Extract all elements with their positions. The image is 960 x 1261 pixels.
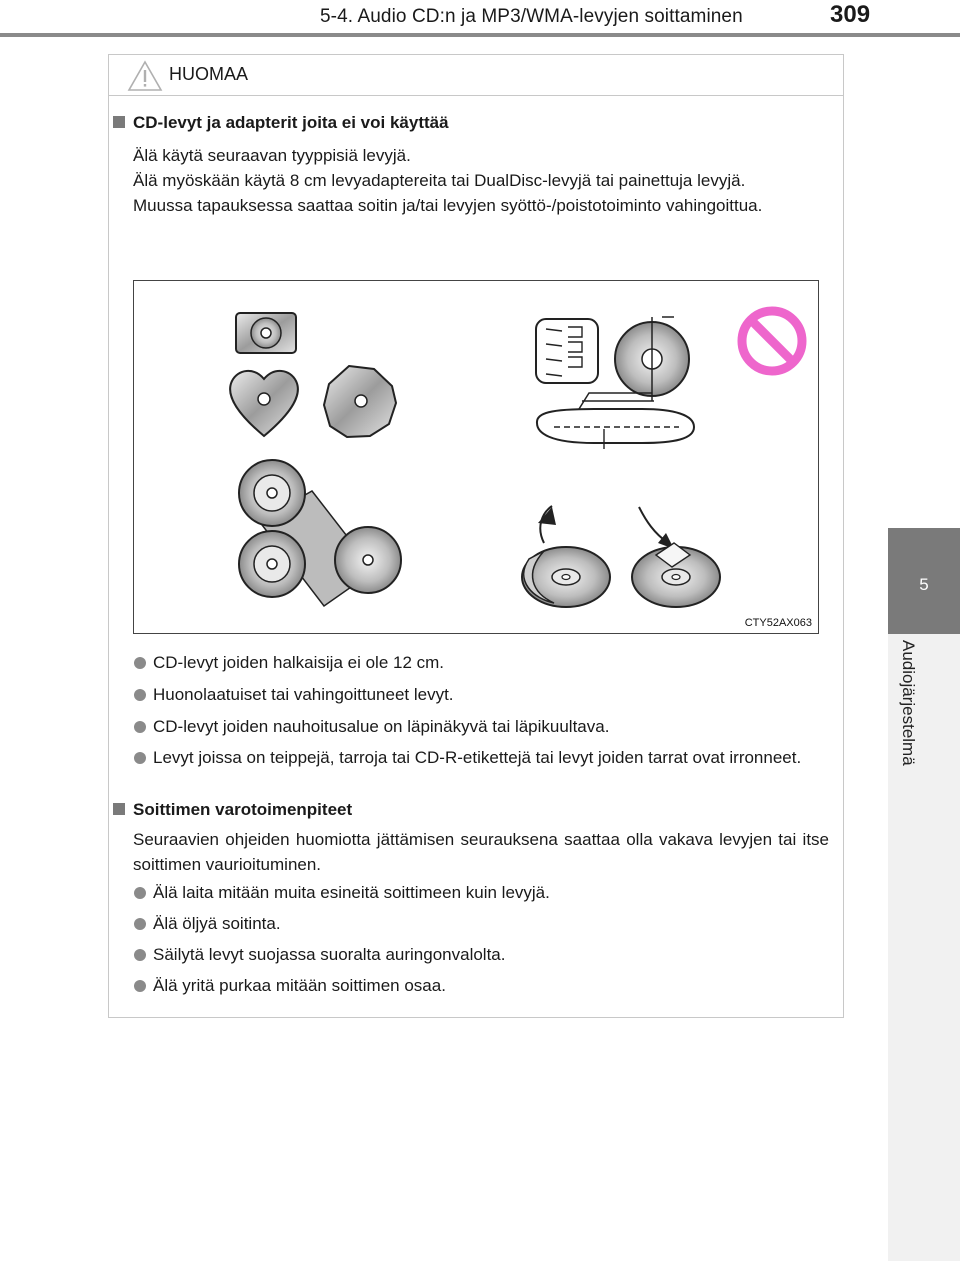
list-item: Säilytä levyt suojassa suoralta auringonvalolta. <box>133 942 829 967</box>
page-number: 309 <box>830 1 871 28</box>
square-disc-icon <box>236 313 296 353</box>
header-divider <box>0 33 960 37</box>
list-item: Huonolaatuiset tai vahingoittuneet levyt. <box>133 682 829 707</box>
bullet-dot-icon <box>134 721 146 733</box>
section-heading-unusable-discs <box>113 113 449 133</box>
list-item: CD-levyt joiden nauhoitusalue on läpinäkyvä tai läpikuultava. <box>133 714 829 739</box>
list-item: Älä laita mitään muita esineitä soittimeen kuin levyjä. <box>133 880 829 905</box>
unusable-discs-illustration <box>133 280 819 634</box>
bullet-dot-icon <box>134 918 146 930</box>
list-item: Levyt joissa on teippejä, tarroja tai CD-R-etikettejä tai levyt joiden tarrat ovat irronneet. <box>133 745 829 770</box>
chapter-tab[interactable] <box>888 528 960 634</box>
list-item: Älä yritä purkaa mitään soittimen osaa. <box>133 973 829 998</box>
taped-disc-icon <box>632 507 720 607</box>
section-heading-text: Soittimen varotoimenpiteet <box>133 800 353 819</box>
transparent-disc-icon <box>536 317 694 449</box>
figure-code: CTY52AX063 <box>744 617 812 629</box>
notice-divider <box>109 95 843 96</box>
heart-disc-icon <box>230 371 298 436</box>
notice-box <box>108 54 844 1018</box>
prohibition-icon <box>742 311 802 371</box>
section-title: 5-4. Audio CD:n ja MP3/WMA-levyjen soittaminen <box>320 6 743 27</box>
paragraph: Seuraavien ohjeiden huomiotta jättämisen seurauksena saattaa olla vakava levyjen tai itse soittimen vaurioituminen. <box>133 830 829 874</box>
bullet-dot-icon <box>134 657 146 669</box>
warning-triangle-icon <box>127 59 163 93</box>
adapter-disc-icon <box>239 460 401 606</box>
notice-title: HUOMAA <box>169 64 249 84</box>
paragraph: Älä käytä seuraavan tyyppisiä levyjä. <box>133 146 411 165</box>
paragraph: Muussa tapauksessa saattaa soitin ja/tai levyjen syöttö-/poistotoiminto vahingoittua. <box>133 196 763 215</box>
paragraph: Älä myöskään käytä 8 cm levyadaptereita tai DualDisc-levyjä tai painettuja levyjä. <box>133 171 746 190</box>
square-bullet-icon <box>113 803 125 815</box>
section-text <box>133 143 829 218</box>
list-item: Älä öljyä soitinta. <box>133 911 829 936</box>
list-item: CD-levyt joiden halkaisija ei ole 12 cm. <box>133 650 829 675</box>
bullet-dot-icon <box>134 689 146 701</box>
bullet-dot-icon <box>134 752 146 764</box>
bullet-dot-icon <box>134 980 146 992</box>
octagon-disc-icon <box>324 366 396 437</box>
bullet-dot-icon <box>134 887 146 899</box>
square-bullet-icon <box>113 116 125 128</box>
section-heading-player-precautions <box>113 800 352 820</box>
chapter-number: 5 <box>919 575 929 594</box>
peeling-label-disc-icon <box>522 506 610 607</box>
section-heading-text: CD-levyt ja adapterit joita ei voi käyttää <box>133 113 449 132</box>
discs-figure-drawing <box>134 281 818 633</box>
chapter-title: Audiojärjestelmä <box>899 640 918 766</box>
bullet-dot-icon <box>134 949 146 961</box>
